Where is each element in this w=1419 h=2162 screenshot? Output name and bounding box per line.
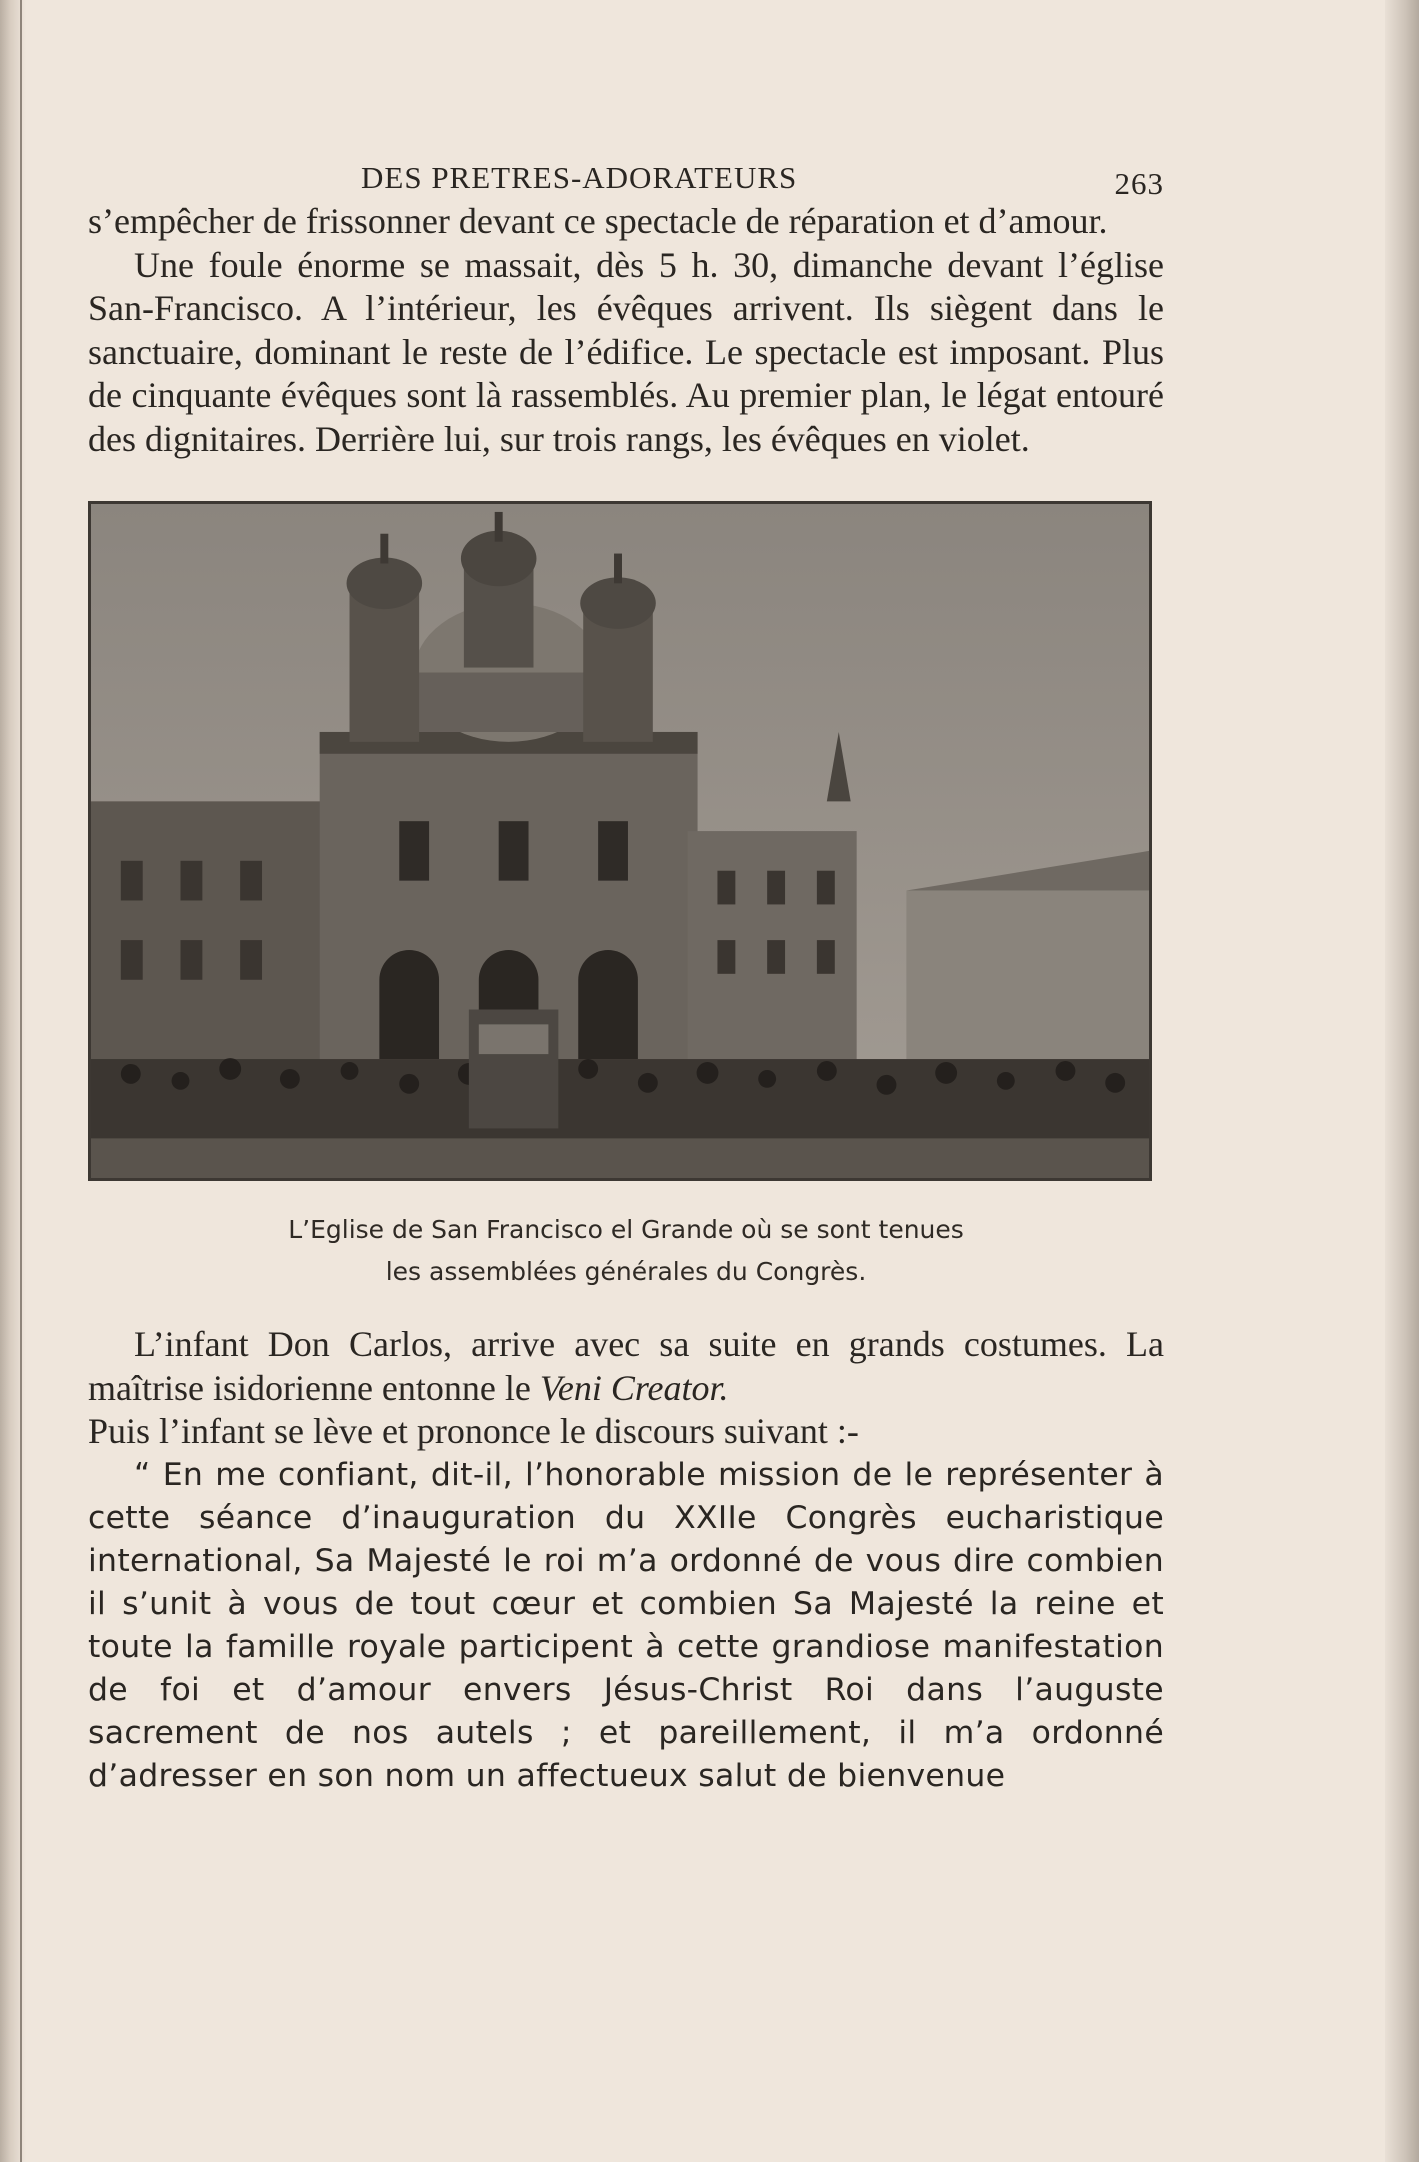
figure <box>88 501 1164 1293</box>
caption-line-2: les assemblées générales du Congrès. <box>385 1257 867 1286</box>
paragraph-crowd-description: Une foule énorme se massait, dès 5 h. 30, dimanche devant l’église San-Francisco. A l’intérieur, les évêques arrivent. Ils siègent dans le sanctuaire, dominant le reste de l’édifice. Le spectacle est imposant. Plus de cinquante évêques sont là rassemblés. Au premier plan, le légat entouré des dignitaires. Derrière lui, sur trois rangs, les évêques en violet. <box>88 244 1164 459</box>
caption-line-1: L’Eglise de San Francisco el Grande où se sont tenues <box>288 1215 964 1244</box>
book-spine-shadow <box>0 0 26 2162</box>
paragraph-infant-arrival <box>88 1323 1164 1410</box>
paragraph-speech-intro: Puis l’infant se lève et prononce le discours suivant :- <box>88 1411 859 1451</box>
page-edge-shadow <box>1385 0 1419 2162</box>
paragraph-continuation: s’empêcher de frissonner devant ce spectacle de réparation et d’amour. <box>88 201 1108 241</box>
infant-arrival-text: L’infant Don Carlos, arrive avec sa suite en grands costumes. La maîtrise isidorienne entonne le <box>88 1324 1164 1408</box>
running-title: DES PRETRES-ADORATEURS <box>361 160 798 195</box>
paragraph-speech: “ En me confiant, dit-il, l’honorable mission de le représenter à cette séance d’inauguration du XXIIe Congrès eucharistique international, Sa Majesté le roi m’a ordonné de vous dire combien il s’unit à vous de tout cœur et combien Sa Majesté la reine et toute la famille royale participent à cette grandiose manifestation de foi et d’amour envers Jésus-Christ Roi dans l’auguste sacrement de nos autels ; et pareillement, il m’a ordonné d’adresser en son nom un affectueux salut de bienvenue <box>88 1456 1164 1794</box>
veni-creator-italic: Veni Creator. <box>539 1367 729 1408</box>
page-number: 263 <box>1114 166 1164 201</box>
binding-edge-line <box>20 0 22 2162</box>
church-photograph <box>88 501 1152 1181</box>
body-text-lower <box>88 1323 1164 1798</box>
book-page <box>88 150 1164 1798</box>
running-head <box>88 150 1164 200</box>
figure-caption <box>88 1209 1164 1293</box>
